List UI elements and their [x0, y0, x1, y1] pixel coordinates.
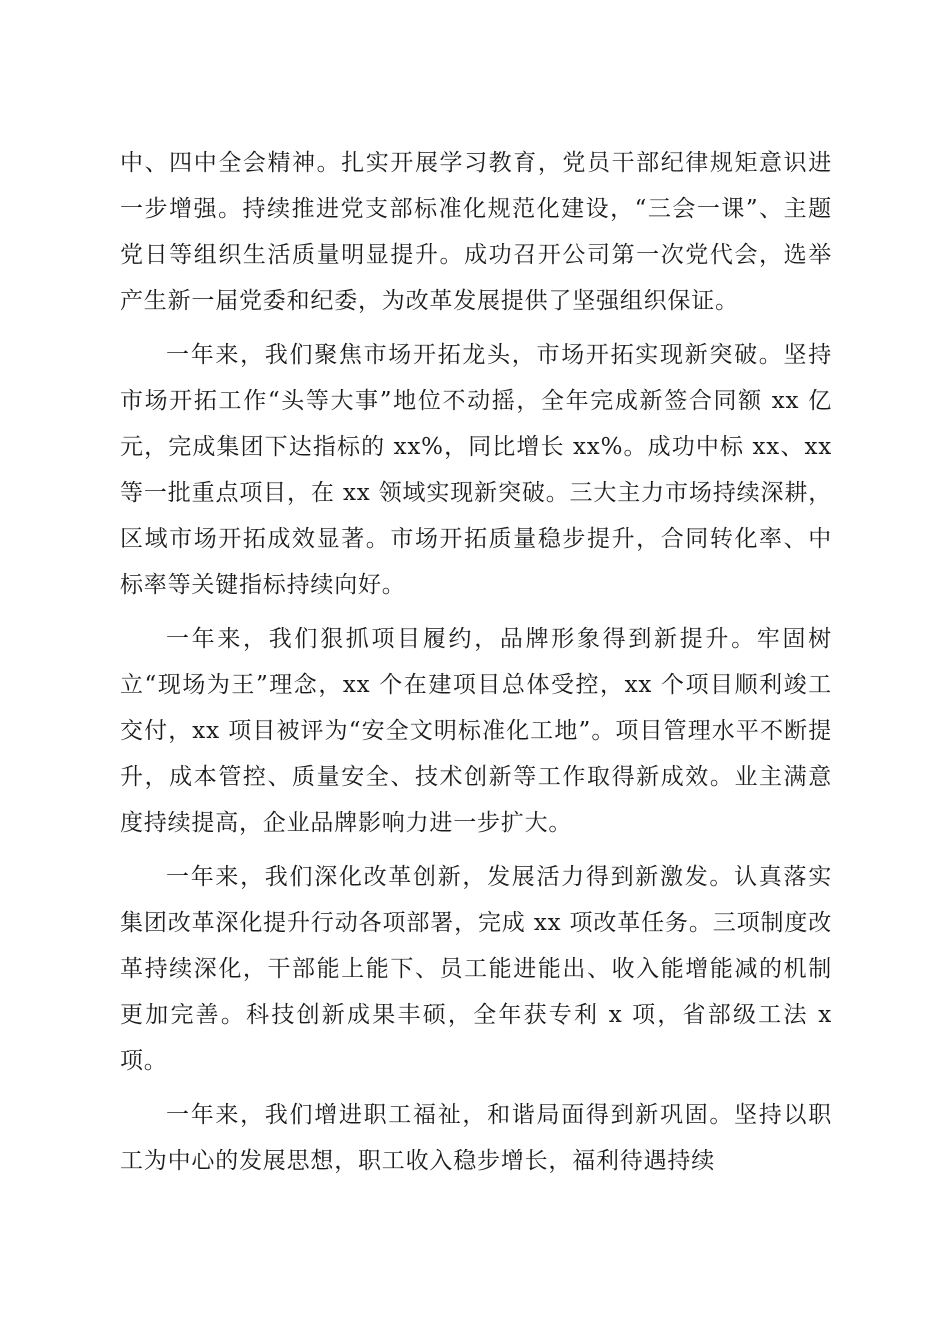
paragraph-employee-welfare: 一年来，我们增进职工福祉，和谐局面得到新巩固。坚持以职工为中心的发展思想，职工收入稳步增长，福利待遇持续 — [120, 1102, 832, 1174]
paragraph-party-building-continuation: 中、四中全会精神。扎实开展学习教育，党员干部纪律规矩意识进一步增强。持续推进党支部标准化规范化建设，“三会一课”、主题党日等组织生活质量明显提升。成功召开公司第一次党代会，选举产生新一届党委和纪委，为改革发展提供了坚强组织保证。 — [120, 150, 832, 314]
paragraph-market-expansion: 一年来，我们聚焦市场开拓龙头，市场开拓实现新突破。坚持市场开拓工作“头等大事”地位不动摇，全年完成新签合同额 xx 亿元，完成集团下达指标的 xx%，同比增长 xx%。成功中标 xx、xx 等一批重点项目，在 xx 领域实现新突破。三大主力市场持续深耕，区域市场开拓成效显著。市场开拓质量稳步提升，合同转化率、中标率等关键指标持续向好。 — [120, 342, 832, 598]
document-body — [120, 140, 832, 1192]
paragraph-reform-innovation: 一年来，我们深化改革创新，发展活力得到新激发。认真落实集团改革深化提升行动各项部署，完成 xx 项改革任务。三项制度改革持续深化，干部能上能下、员工能进能出、收入能增能减的机制更加完善。科技创新成果丰硕，全年获专利 x 项，省部级工法 x 项。 — [120, 864, 832, 1074]
paragraph-project-performance: 一年来，我们狠抓项目履约，品牌形象得到新提升。牢固树立“现场为王”理念，xx 个在建项目总体受控，xx 个项目顺利竣工交付，xx 项目被评为“安全文明标准化工地”。项目管理水平不断提升，成本管控、质量安全、技术创新等工作取得新成效。业主满意度持续提高，企业品牌影响力进一步扩大。 — [120, 626, 832, 836]
